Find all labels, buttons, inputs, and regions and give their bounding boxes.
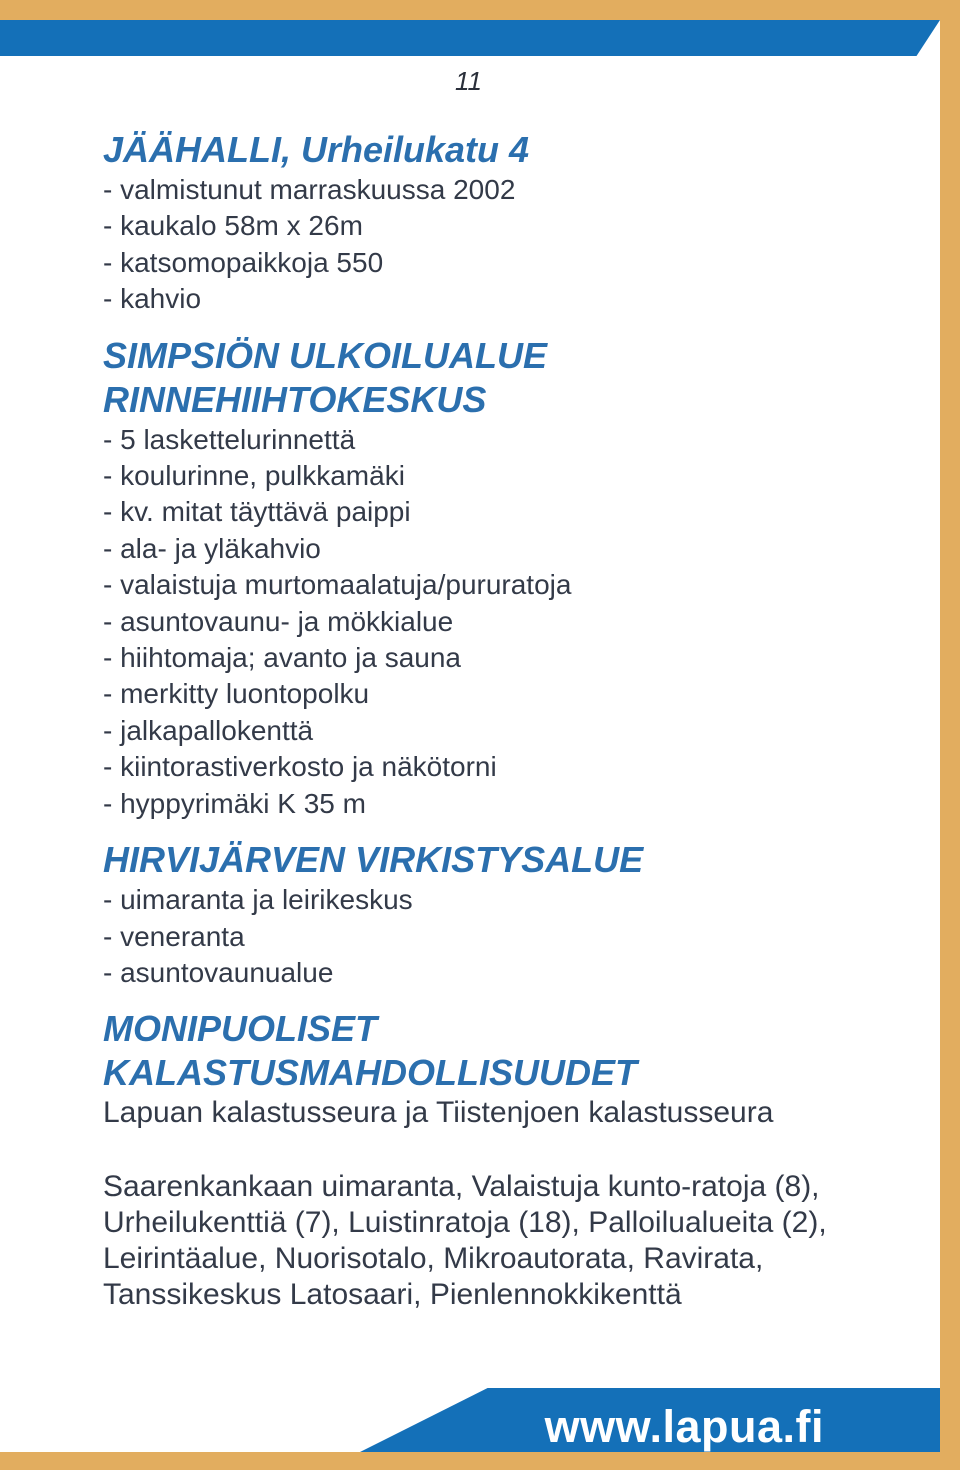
list-item: - katsomopaikkoja 550 <box>103 246 384 278</box>
section-heading: SIMPSIÖN ULKOILUALUE <box>103 334 548 376</box>
list-item: - kahvio <box>103 283 202 315</box>
paragraph-line: Saarenkankaan uimaranta, Valaistuja kunto-ratoja (8), <box>103 1170 820 1204</box>
list-item: - kiintorastiverkosto ja näkötorni <box>103 751 497 783</box>
top-blue-band <box>0 20 940 56</box>
section-heading: JÄÄHALLI, Urheilukatu 4 <box>103 129 530 170</box>
section-heading: MONIPUOLISET <box>103 1008 378 1050</box>
paragraph-line: Tanssikeskus Latosaari, Pienlennokkikenttä <box>103 1278 682 1312</box>
list-item: - kaukalo 58m x 26m <box>103 210 363 242</box>
page-number: 11 <box>455 66 482 96</box>
list-item: - valmistunut marraskuussa 2002 <box>103 174 516 205</box>
list-item: - hyppyrimäki K 35 m <box>103 787 366 819</box>
section-kalastus <box>103 1007 903 1131</box>
list-item: - asuntovaunu- ja mökkialue <box>103 605 454 637</box>
section-heading: RINNEHIIHTOKESKUS <box>103 378 487 420</box>
section-jaahalli <box>103 128 903 318</box>
list-item: - jalkapallokenttä <box>103 714 314 746</box>
top-frame-border <box>0 0 960 20</box>
section-heading: KALASTUSMAHDOLLISUUDET <box>103 1052 637 1094</box>
list-item: - hiihtomaja; avanto ja sauna <box>103 642 461 674</box>
section-heading: HIRVIJÄRVEN VIRKISTYSALUE <box>103 839 644 881</box>
website-url: www.lapua.fi <box>544 1401 824 1452</box>
list-item: - ala- ja yläkahvio <box>103 532 321 564</box>
paragraph-line: Leirintäalue, Nuorisotalo, Mikroautorata, Ravirata, <box>103 1242 764 1276</box>
other-facilities-paragraph <box>103 1169 903 1313</box>
list-item: - koulurinne, pulkkamäki <box>103 460 405 492</box>
bottom-frame-border <box>0 1452 960 1470</box>
paragraph-line: Urheilukenttiä (7), Luistinratoja (18), Palloilualueita (2), <box>103 1206 827 1240</box>
list-item: - veneranta <box>103 920 245 952</box>
list-item: - kv. mitat täyttävä paippi <box>103 496 411 528</box>
list-item: - uimaranta ja leirikeskus <box>103 884 413 916</box>
right-frame-border <box>940 0 960 1470</box>
list-item: - asuntovaunualue <box>103 956 334 988</box>
section-hirvijarvi <box>103 838 903 991</box>
fishing-clubs-text: Lapuan kalastusseura ja Tiistenjoen kalastusseura <box>103 1096 774 1130</box>
section-simpsio <box>103 334 903 822</box>
list-item: - 5 laskettelurinnettä <box>103 423 356 455</box>
list-item: - merkitty luontopolku <box>103 678 370 710</box>
page-content <box>103 128 903 1313</box>
list-item: - valaistuja murtomaalatuja/pururatoja <box>103 569 572 601</box>
